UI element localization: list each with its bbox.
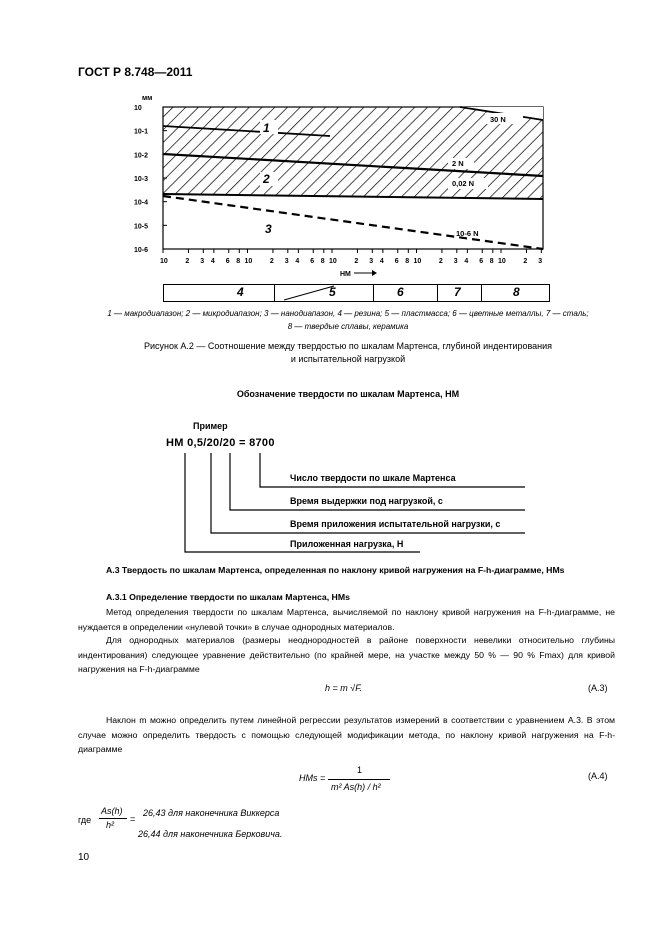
x-tick-label: 2 — [185, 258, 190, 265]
equation-a4-fraction-bar — [328, 779, 390, 780]
x-tick-label: 6 — [310, 258, 315, 265]
x-tick-label: 2 — [438, 258, 443, 265]
material-bar — [163, 284, 550, 302]
equation-a4-numerator: 1 — [357, 765, 363, 775]
where-word: где — [78, 815, 92, 825]
y-tick-label: 10-6 — [134, 247, 149, 254]
value-vickers: 26,43 для наконечника Виккерса — [143, 808, 280, 818]
label-applied-load: Приложенная нагрузка, Н — [290, 539, 404, 549]
x-tick-label: 4 — [210, 258, 215, 265]
material-6: 6 — [397, 285, 404, 299]
label-hardness-number: Число твердости по шкале Мартенса — [290, 473, 456, 483]
paragraph-3: Наклон m можно определить путем линейной регрессии результатов измерений в соответствии с уравнением А.3. В этом случае можно определить твердость с помощью следующей модификации метода, по наклону кривой нагружения на F-h-диаграмме — [78, 715, 615, 754]
x-tick-label: 6 — [225, 258, 230, 265]
equation-a3-number: (А.3) — [588, 683, 608, 693]
page-number: 10 — [78, 852, 90, 863]
value-berkovich: 26,44 для наконечника Берковича. — [138, 829, 283, 839]
equation-a4-denominator: m² As(h) / h² — [331, 782, 381, 792]
region-label-3: 3 — [265, 222, 272, 236]
region-label-1: 1 — [263, 121, 270, 135]
equation-a4-number: (А.4) — [588, 771, 608, 781]
y-tick-label: 10-4 — [134, 199, 149, 207]
x-tick-label: 4 — [464, 258, 469, 265]
x-tick-label: 6 — [479, 258, 484, 265]
x-tick-label: 6 — [394, 258, 399, 265]
x-tick-label: 8 — [489, 258, 494, 265]
x-tick-label: 8 — [320, 258, 325, 265]
line-label-30n: 30 N — [490, 115, 506, 124]
figure-caption: Рисунок А.2 — Соотношение между твердостью по шкалам Мартенса, глубиной индентирования и испытательной нагрузкой — [143, 341, 553, 364]
y-tick-label: 10-3 — [134, 176, 149, 183]
example-formula: HM 0,5/20/20 = 8700 — [166, 437, 275, 449]
line-label-2n: 2 N — [452, 159, 464, 168]
x-tick-label: 10 — [160, 258, 168, 265]
y-unit: мм — [142, 95, 153, 102]
where-fraction-bar — [99, 818, 127, 819]
material-4: 4 — [237, 285, 244, 299]
x-tick-label: 2 — [354, 258, 359, 265]
x-tick-label: 10 — [413, 258, 422, 265]
line-label-1e6n: 10-6 N — [456, 229, 479, 238]
section-a3-heading: А.3 Твердость по шкалам Мартенса, определенная по наклону кривой нагружения на F-h-диаграмме, HMs — [106, 565, 565, 575]
where-fraction-den: h² — [106, 820, 115, 830]
paragraph-1: Метод определения твердости по шкалам Мартенса, вычисляемой по наклону кривой нагружения на F-h-диаграмме, не нуждается в определении «нулевой точки» в случае однородных материалов. — [78, 607, 615, 632]
region-label-2: 2 — [263, 172, 270, 186]
x-tick-label: 3 — [369, 258, 374, 265]
document-header: ГОСТ Р 8.748—2011 — [78, 65, 193, 79]
label-dwell-time: Время выдержки под нагрузкой, с — [290, 496, 443, 506]
example-label: Пример — [193, 421, 228, 431]
line-label-002n: 0,02 N — [452, 179, 475, 188]
x-tick-label: 2 — [269, 258, 274, 265]
x-tick-label: 3 — [538, 258, 543, 265]
x-tick-label: 3 — [453, 258, 458, 265]
material-8: 8 — [513, 285, 520, 299]
x-tick-label: 3 — [200, 258, 205, 265]
y-tick-label: 10-2 — [134, 152, 149, 160]
x-tick-label: 8 — [236, 258, 241, 265]
designation-title: Обозначение твердости по шкалам Мартенса, НМ — [236, 389, 460, 399]
y-tick-label: 10-5 — [134, 223, 149, 231]
x-tick-label: 2 — [523, 258, 528, 265]
equation-a4-lhs: HMs = — [299, 773, 326, 783]
x-tick-label: 3 — [284, 258, 289, 265]
where-fraction-num: As(h) — [101, 806, 123, 816]
line-1e-6n — [163, 196, 543, 249]
paragraph-2: Для однородных материалов (размеры неоднородностей в районе поверхности невелики относительно глубины индентирования) следующее уравнение действительно (по крайней мере, на участке между 50 % — 90 % Fmax) для кривой нагружения на F-h-диаграмме — [78, 635, 615, 674]
equation-a3: h = m √F. — [325, 683, 363, 693]
x-tick-label: 8 — [405, 258, 410, 265]
x-tick-label: 4 — [295, 258, 300, 265]
x-tick-label: 10 — [498, 258, 506, 265]
x-tick-label: 4 — [379, 258, 384, 265]
x-tick-label: 10 — [329, 258, 337, 265]
y-tick-label: 10 — [134, 105, 142, 112]
x-axis-label: HM — [340, 271, 351, 278]
x-tick-label: 10 — [244, 258, 253, 265]
material-5: 5 — [329, 285, 336, 299]
hardness-depth-figure — [130, 86, 555, 296]
y-tick-label: 10-1 — [134, 128, 149, 136]
label-load-time: Время приложения испытательной нагрузки, с — [290, 519, 501, 529]
figure-legend: 1 — макродиапазон; 2 — микродиапазон; 3 — нанодиапазон, 4 — резина; 5 — пластмасса; 6 — цветные металлы, 7 — сталь; 8 — твердые сплавы, керамика — [107, 309, 589, 331]
material-7: 7 — [454, 285, 461, 299]
equals-sign: = — [130, 814, 136, 824]
section-a31-heading: А.3.1 Определение твердости по шкалам Мартенса, HMs — [106, 592, 350, 602]
